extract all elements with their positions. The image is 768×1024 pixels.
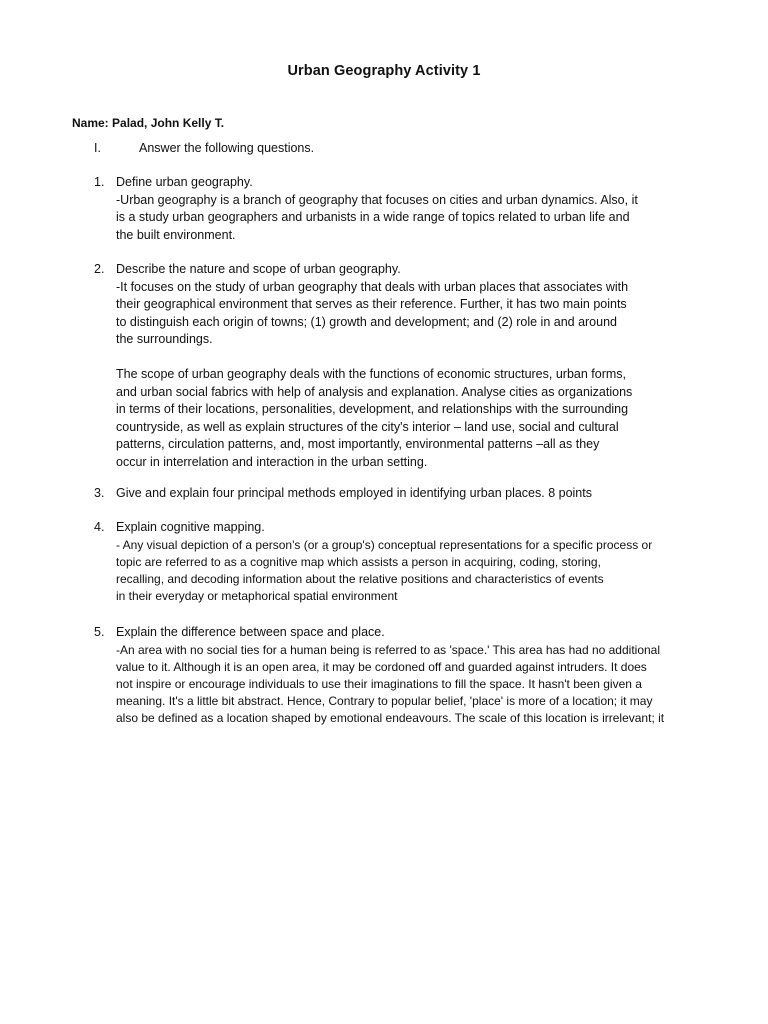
question-number: 2. — [94, 262, 105, 276]
document-title: Urban Geography Activity 1 — [287, 63, 481, 79]
section-heading — [94, 141, 314, 155]
question-text: Describe the nature and scope of urban geography. — [116, 262, 401, 276]
question-number: 5. — [94, 625, 105, 639]
question-text: Give and explain four principal methods employed in identifying urban places. 8 points — [116, 486, 592, 500]
answer-paragraph-2: The scope of urban geography deals with the functions of economic structures, urban forms, and urban social fabrics with help of analysis and explanation. Analyse cities as organizations in terms of their locations, personalities, development, and relationships with the surrounding countryside, as well as explain structures of the city's interior – land use, social and cultural patterns, circulation patterns, and, most importantly, environmental patterns –all as they occur in interrelation and interaction in the urban setting. — [116, 367, 633, 469]
question-number: 1. — [94, 175, 105, 189]
section-instruction: Answer the following questions. — [139, 141, 315, 155]
answer-text: -Urban geography is a branch of geography that focuses on cities and urban dynamics. Also, it is a study urban geographers and urbanists in a wide range of topics related to urban life and the built environment. — [116, 192, 638, 242]
question-item — [94, 624, 704, 728]
question-text: Explain the difference between space and place. — [116, 625, 385, 639]
question-item — [94, 174, 704, 244]
answer-text: -An area with no social ties for a human being is referred to as 'space.' This area has had no additional value to it. Although it is an open area, it may be cordoned off and guarded against intruders. It does not inspire or encourage individuals to use their imaginations to fill the space. It hasn't been given a meaning. It's a little bit abstract. Hence, Contrary to popular belief, 'place' is more of a location; it may also be defined as a location shaped by emotional endeavours. The scale of this location is irrelevant; it — [116, 642, 665, 726]
question-item — [94, 519, 704, 605]
answer-text: - Any visual depiction of a person's (or a group's) conceptual representations for a specific process or topic are referred to as a cognitive map which assists a person in acquiring, coding, storing, recalling, and decoding information about the relative positions and characteristics of events in their everyday or metaphorical spatial environment — [116, 537, 653, 604]
question-item — [94, 261, 704, 471]
question-number: 4. — [94, 520, 105, 534]
question-number: 3. — [94, 486, 105, 500]
question-item — [94, 485, 704, 503]
student-name: Name: Palad, John Kelly T. — [72, 116, 225, 130]
section-numeral: I. — [94, 141, 101, 155]
question-text: Explain cognitive mapping. — [116, 520, 265, 534]
answer-text: -It focuses on the study of urban geography that deals with urban places that associates with their geographical environment that serves as their reference. Further, it has two main points to distinguish each origin of towns; (1) growth and development; and (2) role in and around the surroundings. — [116, 279, 629, 346]
question-text: Define urban geography. — [116, 175, 253, 189]
